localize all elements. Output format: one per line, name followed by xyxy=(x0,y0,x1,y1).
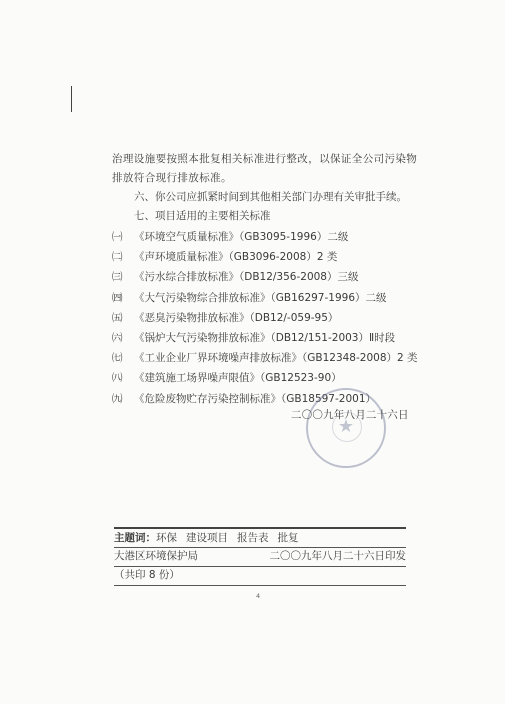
standards-list xyxy=(112,227,418,409)
continuation-line-1: 治理设施要按照本批复相关标准进行整改，以保证全公司污染物 xyxy=(112,153,418,165)
standard-item xyxy=(112,368,412,388)
section-seven-heading: 七、项目适用的主要相关标准 xyxy=(134,210,271,222)
standard-text: 《锅炉大气污染物排放标准》（DB12/151-2003）Ⅱ时段 xyxy=(134,332,396,345)
standard-item xyxy=(112,267,412,287)
standard-item xyxy=(112,247,412,267)
issuer-name: 大港区环境保护局 xyxy=(114,550,198,562)
standard-number: ㈠ xyxy=(112,231,123,243)
official-seal xyxy=(306,388,386,468)
standard-number: ㈢ xyxy=(112,271,123,284)
section-six: 六、你公司应抓紧时间到其他相关部门办理有关审批手续。 xyxy=(134,191,407,203)
continuation-line-2: 排放符合现行排放标准。 xyxy=(112,172,232,184)
subject-label: 主题词： xyxy=(114,532,156,544)
issuer-row xyxy=(114,548,406,567)
standard-item xyxy=(112,227,412,247)
standard-number: ㈥ xyxy=(112,332,123,345)
page-margin-mark xyxy=(71,86,72,112)
standard-text: 《大气污染物综合排放标准》（GB16297-1996）二级 xyxy=(134,291,387,304)
signature-date: 二〇〇九年八月二十六日 xyxy=(291,409,409,421)
keyword: 批复 xyxy=(277,532,299,544)
keyword: 建设项目 xyxy=(186,532,228,544)
issue-date: 二〇〇九年八月二十六日印发 xyxy=(269,550,406,562)
standard-number: ㈧ xyxy=(112,372,123,385)
document-body xyxy=(112,150,418,409)
page-number: 4 xyxy=(256,592,261,600)
keyword: 报告表 xyxy=(237,532,269,544)
standard-item xyxy=(112,288,412,308)
standard-number: ㈤ xyxy=(112,311,123,324)
standard-number: ㈦ xyxy=(112,352,123,365)
standard-text: 《污水综合排放标准》（DB12/356-2008）三级 xyxy=(134,271,359,284)
document-footer xyxy=(114,527,406,586)
standard-text: 《建筑施工场界噪声限值》（GB12523-90） xyxy=(134,372,342,385)
seal-star-icon: ★ xyxy=(337,416,355,437)
standard-item xyxy=(112,348,418,368)
standard-number: ㈡ xyxy=(112,251,123,264)
standard-item xyxy=(112,328,412,348)
standard-text: 《恶臭污染物排放标准》（DB12/-059-95） xyxy=(134,311,339,324)
standard-text: 《工业企业厂界环境噪声排放标准》（GB12348-2008）2 类 xyxy=(134,352,418,365)
standard-number: ㈨ xyxy=(112,392,123,405)
copies-count: （共印 8 份） xyxy=(114,569,180,581)
subject-keywords-row xyxy=(114,527,406,548)
keyword: 环保 xyxy=(156,532,177,544)
standard-item xyxy=(112,308,412,328)
standard-text: 《危险废物贮存污染控制标准》（GB18597-2001） xyxy=(134,392,377,405)
standard-number: ㈣ xyxy=(112,291,123,304)
copies-row xyxy=(114,567,406,586)
standard-text: 《环境空气质量标准》（GB3095-1996）二级 xyxy=(134,231,349,243)
standard-text: 《声环境质量标准》（GB3096-2008）2 类 xyxy=(134,251,338,264)
